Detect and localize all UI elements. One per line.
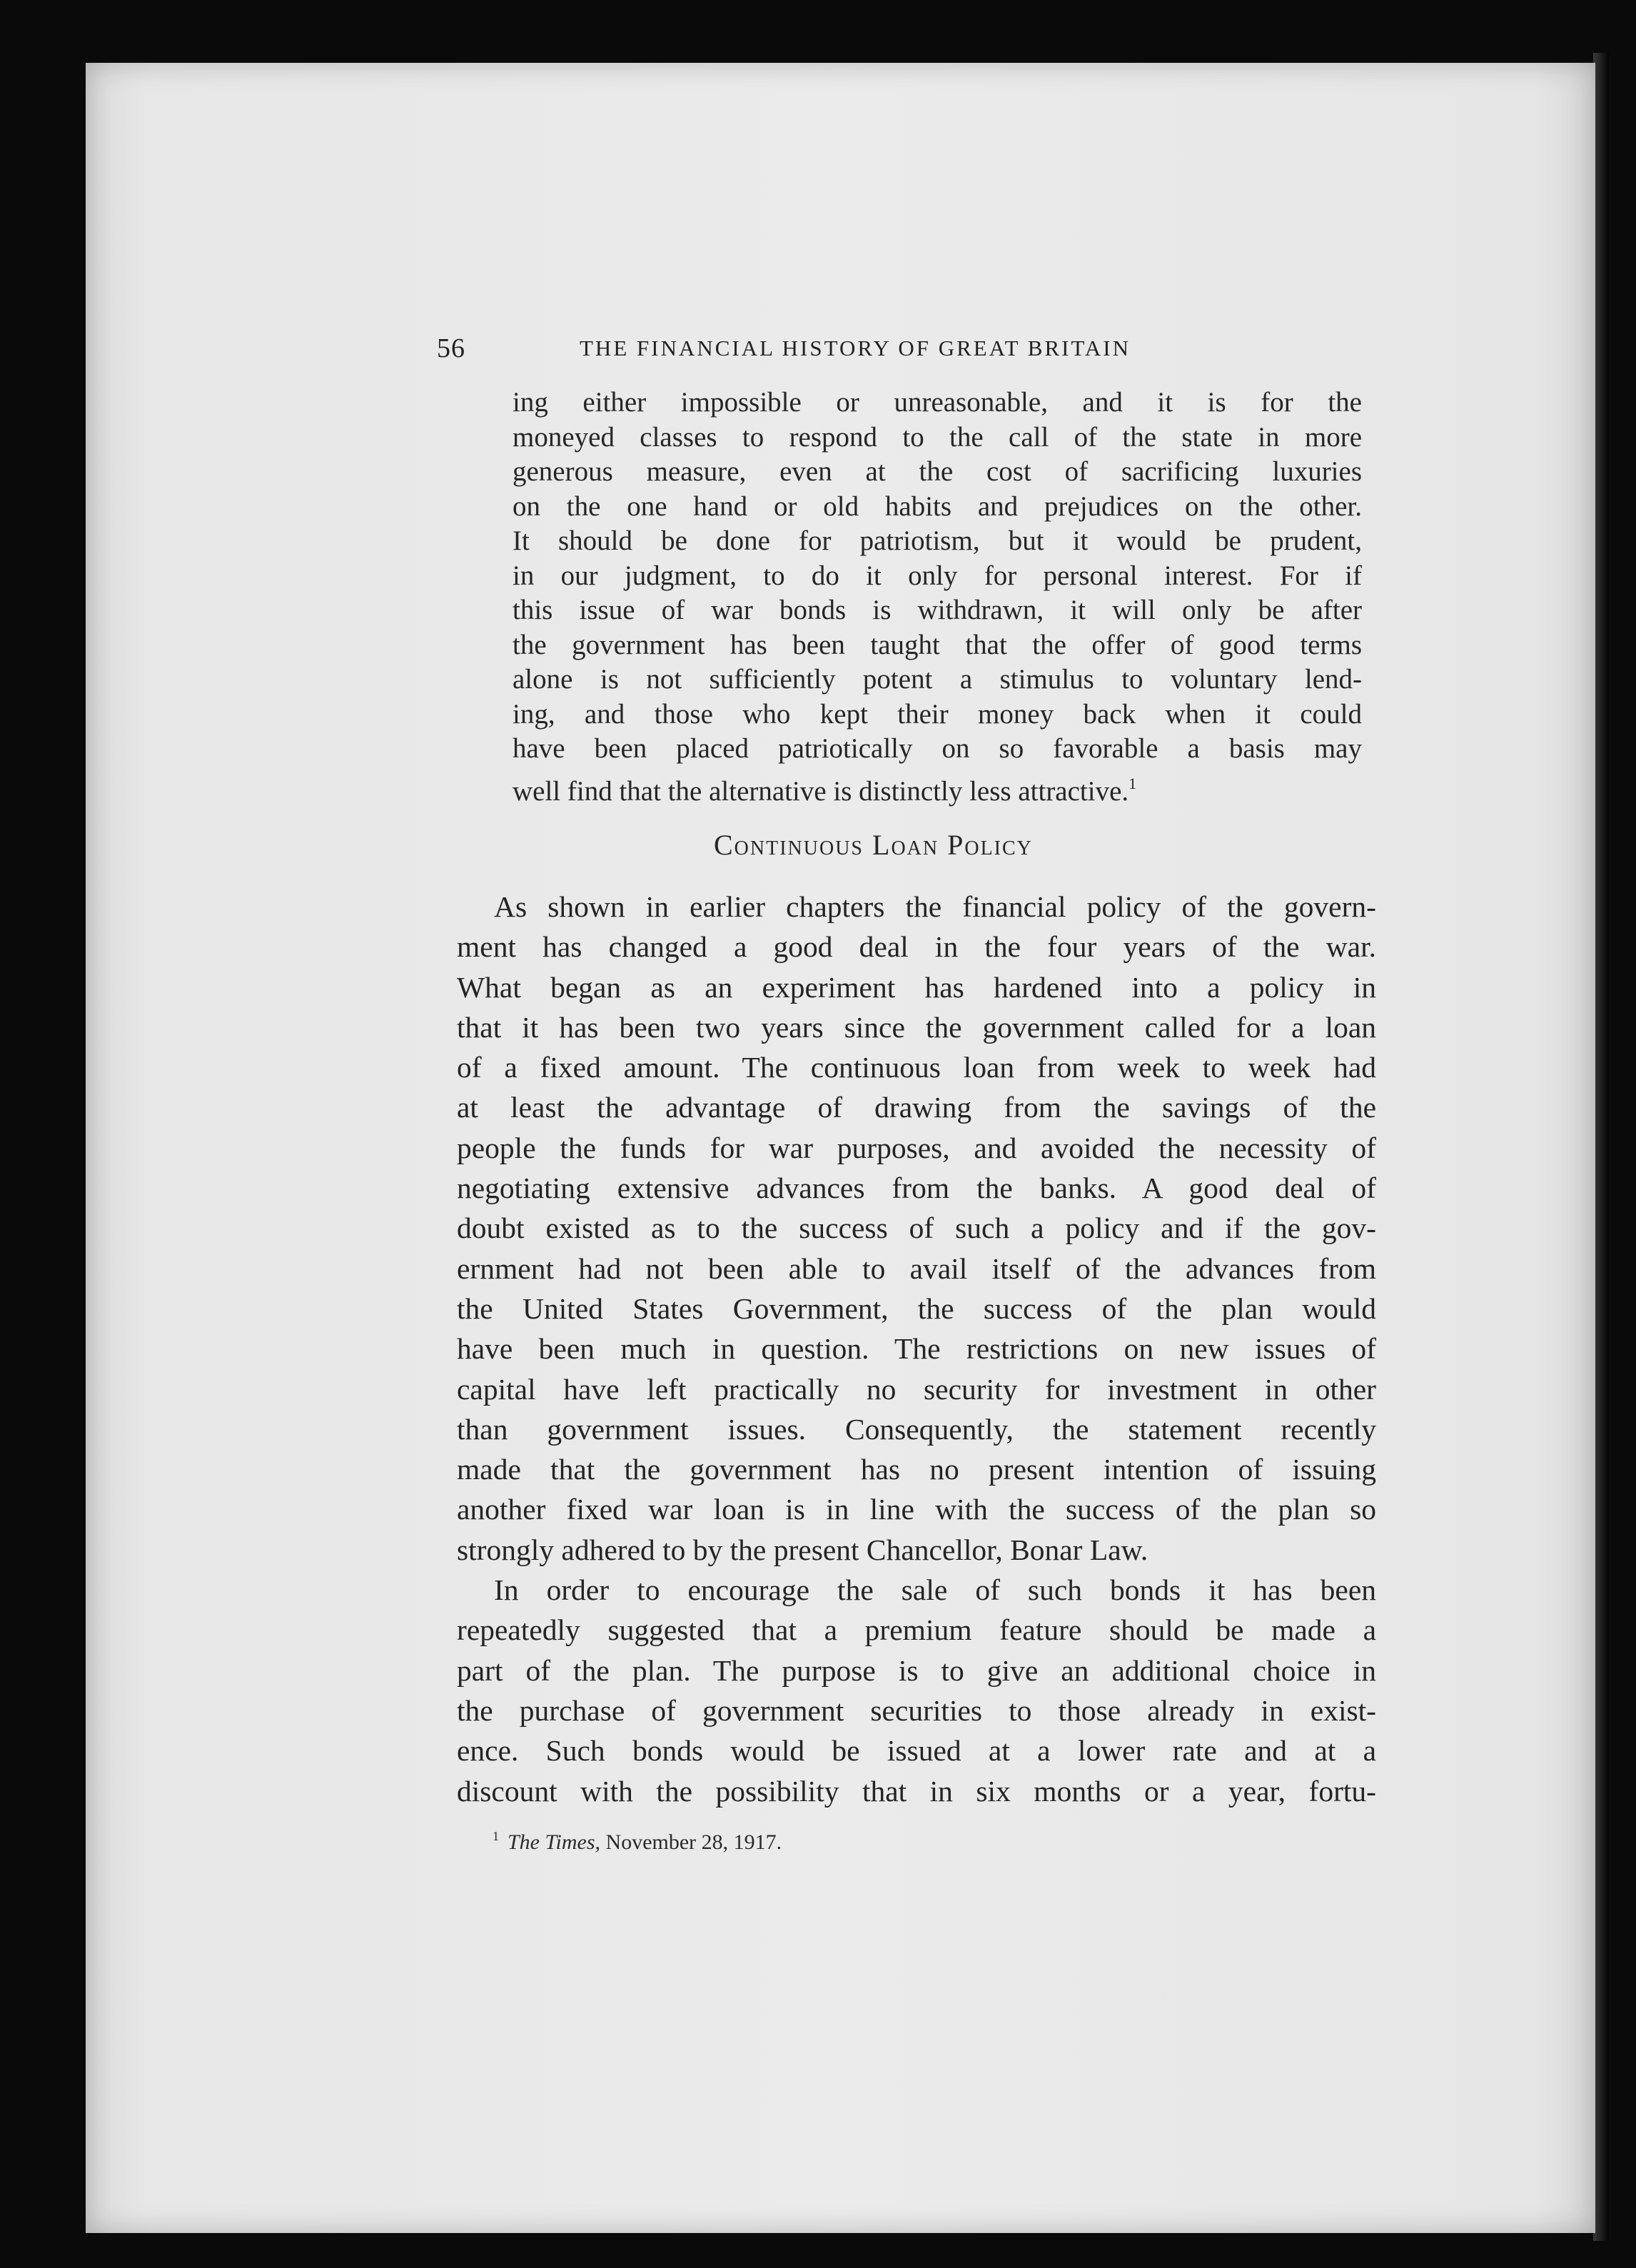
running-head: THE FINANCIAL HISTORY OF GREAT BRITAIN xyxy=(580,336,1131,361)
body-line: made that the government has no present intention of issuing xyxy=(457,1453,1376,1486)
body-line: ence. Such bonds would be issued at a lower rate and at a xyxy=(457,1734,1376,1768)
quote-line: generous measure, even at the cost of sacrificing luxuries xyxy=(512,456,1362,487)
section-heading: Continuous Loan Policy xyxy=(714,829,1033,861)
body-line: As shown in earlier chapters the financial policy of the govern- xyxy=(494,890,1376,923)
body-line: that it has been two years since the government called for a loan xyxy=(457,1010,1376,1044)
block-quote xyxy=(512,385,1362,807)
body-line: What began as an experiment has hardened into a policy in xyxy=(457,970,1376,1004)
page-number: 56 xyxy=(437,333,465,363)
page-edge xyxy=(1593,53,1609,2241)
quote-line: this issue of war bonds is withdrawn, it will only be after xyxy=(512,595,1362,625)
body-line: the United States Government, the success of the plan would xyxy=(457,1291,1376,1325)
quote-line: on the one hand or old habits and prejudices on the other. xyxy=(512,490,1362,522)
body-line: ernment had not been able to avail itself of the advances from xyxy=(457,1251,1376,1285)
footnote-reference: 1 xyxy=(1128,774,1137,792)
body-line: ment has changed a good deal in the four years of the war. xyxy=(457,930,1376,964)
quote-line: have been placed patriotically on so favorable a basis may xyxy=(512,733,1362,764)
body-line: repeatedly suggested that a premium feature should be made a xyxy=(457,1613,1376,1647)
body-line: capital have left practically no security for investment in other xyxy=(457,1372,1376,1406)
body-line: than government issues. Consequently, the statement recently xyxy=(457,1412,1376,1446)
body-line: In order to encourage the sale of such bonds it has been xyxy=(494,1573,1376,1607)
body-line: doubt existed as to the success of such a policy and if the gov- xyxy=(457,1211,1376,1245)
body-line: negotiating extensive advances from the banks. A good deal of xyxy=(457,1171,1376,1205)
quote-line-text: well find that the alternative is distinctly less attractive. xyxy=(512,775,1129,807)
body-line: have been much in question. The restrictions on new issues of xyxy=(457,1332,1376,1366)
quote-line: in our judgment, to do it only for personal interest. For if xyxy=(512,560,1362,591)
body-line: at least the advantage of drawing from the savings of the xyxy=(457,1091,1376,1124)
quote-line: It should be done for patriotism, but it would be prudent, xyxy=(512,525,1362,556)
body-line: strongly adhered to by the present Chancellor, Bonar Law. xyxy=(457,1533,1148,1566)
page-header xyxy=(437,333,1229,368)
body-line: discount with the possibility that in six months or a year, fortu- xyxy=(457,1774,1376,1808)
footnote xyxy=(493,1829,782,1855)
body-line: another fixed war loan is in line with the success of the plan so xyxy=(457,1493,1376,1526)
footnote-source: The Times, xyxy=(508,1830,601,1854)
quote-last-line xyxy=(512,767,1362,807)
body-line: part of the plan. The purpose is to give an additional choice in xyxy=(457,1653,1376,1687)
quote-line: alone is not sufficiently potent a stimulus to voluntary lend- xyxy=(512,664,1362,695)
body-text xyxy=(457,887,1376,1811)
quote-line: moneyed classes to respond to the call of the state in more xyxy=(512,421,1362,453)
quote-line: ing, and those who kept their money back when it could xyxy=(512,698,1362,730)
quote-line: ing either impossible or unreasonable, and it is for the xyxy=(512,387,1362,418)
body-line: people the funds for war purposes, and avoided the necessity of xyxy=(457,1131,1376,1164)
footnote-number: 1 xyxy=(493,1829,499,1843)
footnote-date: November 28, 1917. xyxy=(605,1830,782,1854)
body-line: the purchase of government securities to those already in exist- xyxy=(457,1693,1376,1727)
body-line: of a fixed amount. The continuous loan from week to week had xyxy=(457,1051,1376,1084)
quote-line: the government has been taught that the offer of good terms xyxy=(512,629,1362,660)
